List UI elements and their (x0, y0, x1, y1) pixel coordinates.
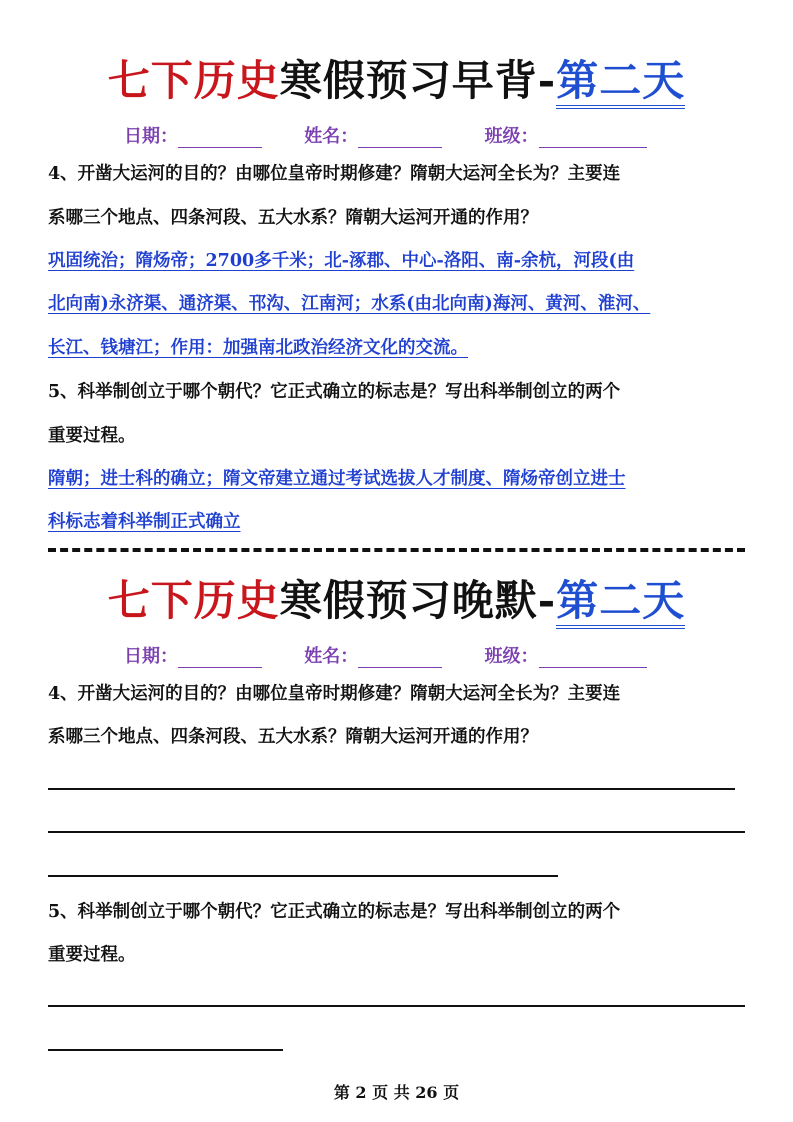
question-4-line-2: 系哪三个地点、四条河段、五大水系？隋朝大运河开通的作用？ (48, 727, 538, 747)
question-4-line-1: 4、开凿大运河的目的？由哪位皇帝时期修建？隋朝大运河全长为？主要连 (48, 164, 621, 184)
title-day: 第二天 (556, 56, 685, 109)
page-number: 第 2 页 共 26 页 (333, 1083, 460, 1102)
question-4-line-2: 系哪三个地点、四条河段、五大水系？隋朝大运河开通的作用？ (48, 208, 538, 228)
title-dash: - (537, 576, 557, 625)
question-5-line-2: 重要过程。 (48, 945, 136, 965)
answer-4-line-1: 巩固统治；隋炀帝；2700多千米；北-涿郡、中心-洛阳、南-余杭，河段(由 (48, 251, 635, 271)
date-label: 日期： (124, 646, 178, 667)
section-divider (48, 548, 745, 552)
answer-4-line-3: 长江、钱塘江；作用：加强南北政治经济文化的交流。 (48, 338, 468, 358)
class-label: 班级： (484, 126, 539, 147)
answer-5-line-1: 隋朝；进士科的确立；隋文帝建立通过考试选拔人才制度、隋炀帝创立进士 (48, 469, 626, 489)
name-label: 姓名： (304, 126, 359, 147)
question-5-line-1: 5、科举制创立于哪个朝代？它正式确立的标志是？写出科举制创立的两个 (48, 902, 621, 922)
question-5-line-2: 重要过程。 (48, 426, 136, 446)
class-blank[interactable] (539, 649, 647, 668)
title-dash: - (537, 56, 557, 105)
morning-title (0, 48, 793, 108)
title-main: 寒假预习早背 (279, 56, 538, 105)
answer-line[interactable] (48, 788, 735, 790)
answer-5-line-2: 科标志着科举制正式确立 (48, 512, 241, 532)
title-subject: 七下历史 (107, 576, 280, 625)
question-5-line-1: 5、科举制创立于哪个朝代？它正式确立的标志是？写出科举制创立的两个 (48, 382, 621, 402)
answer-line[interactable] (48, 1049, 283, 1051)
name-blank[interactable] (358, 129, 442, 148)
answer-line[interactable] (48, 831, 745, 833)
name-blank[interactable] (358, 649, 442, 668)
morning-meta-row (124, 122, 647, 148)
class-blank[interactable] (539, 129, 647, 148)
evening-meta-row (124, 642, 647, 668)
question-4-line-1: 4、开凿大运河的目的？由哪位皇帝时期修建？隋朝大运河全长为？主要连 (48, 684, 621, 704)
date-blank[interactable] (178, 649, 262, 668)
title-subject: 七下历史 (107, 56, 280, 105)
evening-title (0, 568, 793, 628)
date-label: 日期： (124, 126, 178, 147)
answer-line[interactable] (48, 1005, 745, 1007)
class-label: 班级： (484, 646, 539, 667)
date-blank[interactable] (178, 129, 262, 148)
name-label: 姓名： (304, 646, 359, 667)
answer-line[interactable] (48, 875, 558, 877)
title-main: 寒假预习晚默 (279, 576, 538, 625)
title-day: 第二天 (556, 576, 685, 629)
answer-4-line-2: 北向南)永济渠、通济渠、邗沟、江南河；水系(由北向南)海河、黄河、淮河、 (48, 294, 651, 314)
